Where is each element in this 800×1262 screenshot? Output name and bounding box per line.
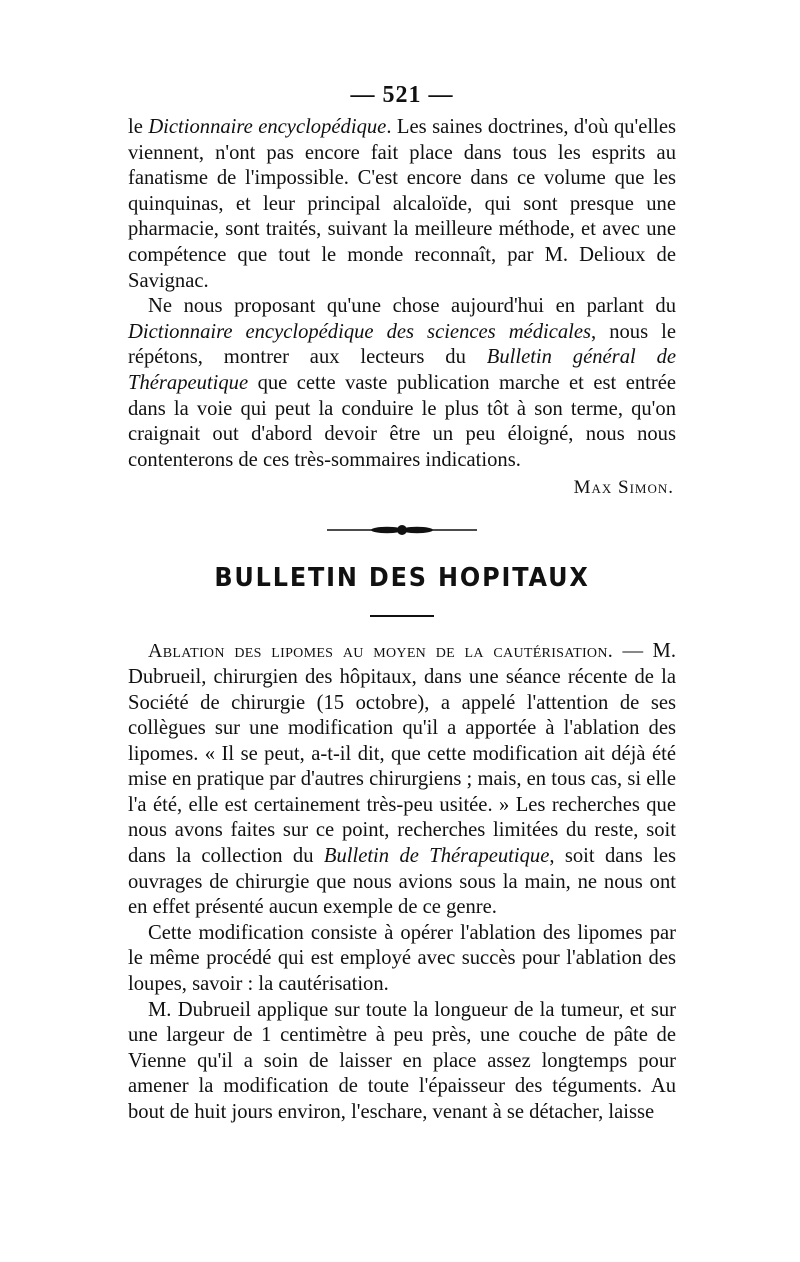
paragraph-text: , nous le répétons, montrer aux lecteurs du: [128, 320, 677, 369]
article-paragraph-1: [128, 639, 676, 921]
italic-title: Bulletin général de Thérapeutique: [128, 346, 677, 394]
article-paragraph-3: M. Dubrueil applique sur toute la longueur de la tumeur, et sur une largeur de 1 centimètre à peu près, une couche de pâte de Vienne qu'il a soin de laisser en place assez longtemps pour amener la modification de toute l'épaisseur des téguments. Au bout de huit jours environ, l'eschare, venant à se détacher, laisse: [128, 998, 676, 1123]
paragraph-text: que cette vaste publication marche et est entrée dans la voie qui peut la conduire le plus tôt à son terme, qu'on craignait out d'abord devoir être un peu éloigné, nous nous contenterons de ces très-sommaires indications.: [128, 371, 676, 471]
book-page: [128, 82, 676, 1126]
italic-title: Bulletin de Thérapeutique: [323, 845, 550, 868]
article-paragraph-2: Cette modification consiste à opérer l'ablation des lipomes par le même procédé qui est employé avec succès pour l'ablation des loupes, savoir : la cautérisation.: [128, 921, 676, 996]
article-heading: Ablation des lipomes au moyen de la cautérisation.: [148, 640, 614, 663]
title-rule: [370, 615, 434, 617]
italic-title: Dictionnaire encyclopédique des sciences médicales: [128, 320, 592, 343]
paragraph-text: , soit dans les ouvrages de chirurgie que nous avions sous la main, ne nous ont en effet présenté aucun exemple de ce genre.: [128, 845, 676, 919]
ornament-divider: [327, 523, 477, 537]
paragraph-text: . Les saines doctrines, d'où qu'elles viennent, n'ont pas encore fait place dans tous les esprits au fanatisme de l'impossible. C'est encore dans ce volume que les quinquinas, et leur principal alcaloïde, qui sont presque une pharmacie, sont traités, suivant la meilleure méthode, et avec une compétence que tout le monde reconnaît, par M. Delioux de Savignac.: [128, 116, 677, 292]
paragraph-text: — M. Dubrueil, chirurgien des hôpitaux, dans une séance récente de la Société de chirurgie (15 octobre), a appelé l'attention de ses collègues sur une modification qu'il a apportée à l'ablation des lipomes. « Il se peut, a-t-il dit, que cette modification ait déjà été mise en pratique par d'autres chirurgiens ; mais, en tous cas, si elle l'a été, elle est certainement très-peu usitée. » Les recherches que nous avons faites sur ce point, recherches limitées du reste, soit dans la collection du: [128, 640, 676, 868]
section-title: BULLETIN DES HOPITAUX: [214, 563, 590, 594]
paragraph-text: Ne nous proposant qu'une chose aujourd'hui en parlant du: [148, 295, 676, 318]
italic-title: Dictionnaire encyclopédique: [148, 116, 387, 138]
paragraph-dictionary-review: [128, 115, 676, 294]
author-signature: Max Simon.: [573, 477, 674, 499]
paragraph-text: le: [128, 116, 149, 138]
paragraph-conclusion: [128, 294, 676, 473]
page-number: — 521 —: [350, 82, 454, 108]
